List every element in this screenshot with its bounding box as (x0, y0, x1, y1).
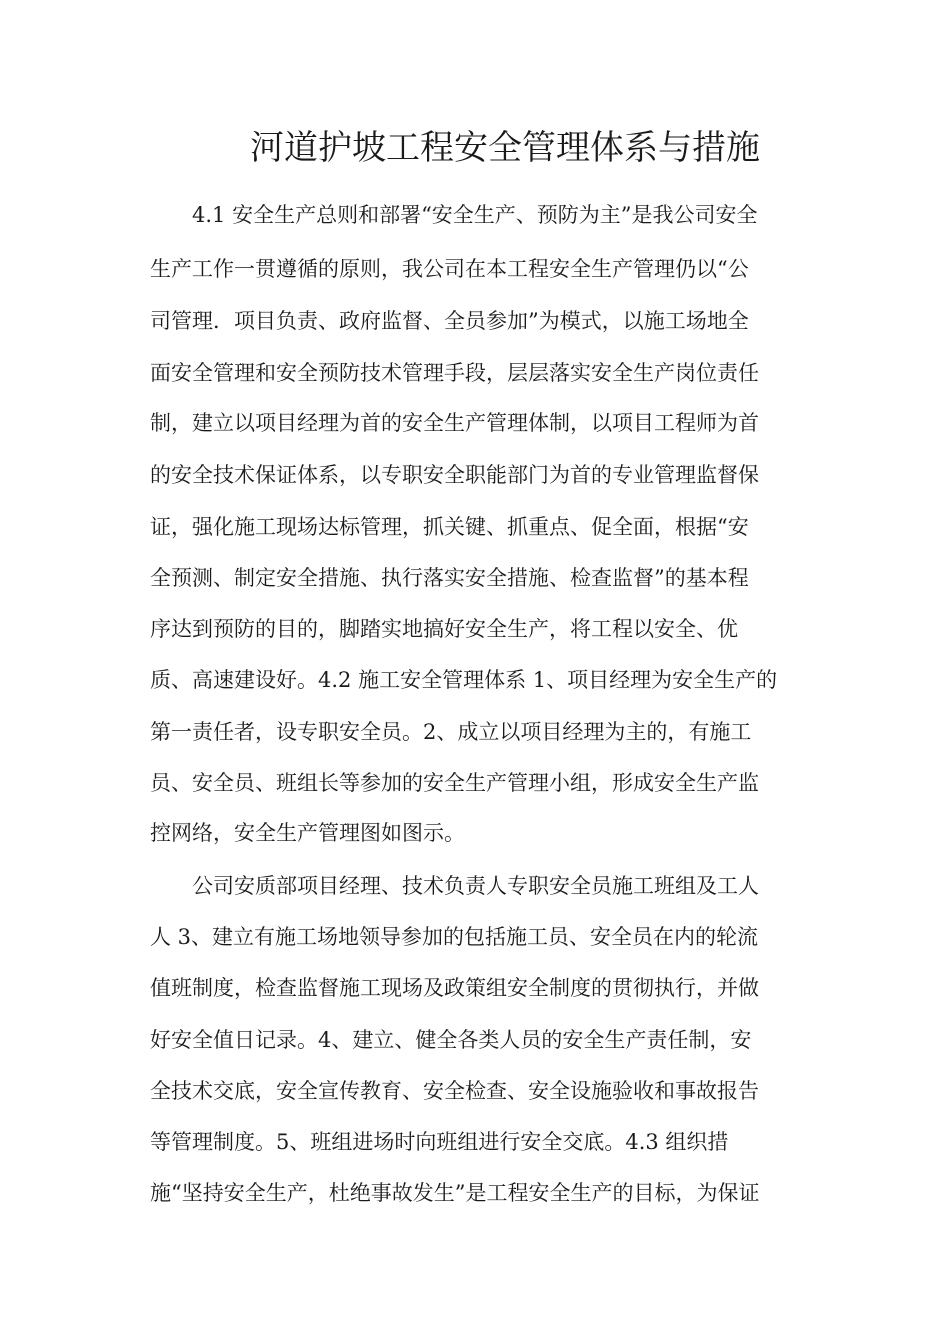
paragraph-line: 面安全管理和安全预防技术管理手段，层层落实安全生产岗位责任 (150, 361, 759, 385)
paragraph-line: 控网络，安全生产管理图如图示。 (150, 821, 465, 845)
paragraph-line: 施“坚持安全生产，杜绝事故发生”是工程安全生产的目标，为保证 (150, 1181, 760, 1205)
paragraph-line: 人 3、建立有施工场地领导参加的包括施工员、安全员在内的轮流 (150, 925, 759, 949)
document-title: 河道护坡工程安全管理体系与措施 (250, 128, 760, 168)
paragraph-line: 等管理制度。5、班组进场时向班组进行安全交底。4.3 组织措 (150, 1130, 729, 1154)
paragraph-line: 的安全技术保证体系，以专职安全职能部门为首的专业管理监督保 (150, 463, 759, 487)
paragraph-line: 证，强化施工现场达标管理，抓关键、抓重点、促全面，根据“安 (150, 515, 749, 539)
paragraph-line: 公司安质部项目经理、技术负责人专职安全员施工班组及工人 (192, 874, 759, 898)
paragraph-line: 好安全值日记录。4、建立、健全各类人员的安全生产责任制，安 (150, 1028, 752, 1052)
paragraph-line: 全预测、制定安全措施、执行落实安全措施、检查监督”的基本程 (150, 566, 749, 590)
paragraph-line: 制，建立以项目经理为首的安全生产管理体制，以项目工程师为首 (150, 411, 759, 435)
paragraph-line: 4.1 安全生产总则和部署“安全生产、预防为主”是我公司安全 (192, 203, 758, 227)
paragraph-line: 全技术交底，安全宣传教育、安全检查、安全设施验收和事故报告 (150, 1079, 759, 1103)
paragraph-line: 司管理．项目负责、政府监督、全员参加”为模式，以施工场地全 (150, 309, 749, 333)
paragraph-line: 员、安全员、班组长等参加的安全生产管理小组，形成安全生产监 (150, 771, 759, 795)
paragraph-line: 生产工作一贯遵循的原则，我公司在本工程安全生产管理仍以“公 (150, 257, 749, 281)
paragraph-line: 第一责任者，设专职安全员。2、成立以项目经理为主的，有施工 (150, 720, 752, 744)
paragraph-line: 序达到预防的目的，脚踏实地搞好安全生产，将工程以安全、优 (150, 617, 738, 641)
paragraph-line: 质、高速建设好。4.2 施工安全管理体系 1、项目经理为安全生产的 (150, 668, 778, 692)
paragraph-line: 值班制度，检查监督施工现场及政策组安全制度的贯彻执行，并做 (150, 976, 759, 1000)
